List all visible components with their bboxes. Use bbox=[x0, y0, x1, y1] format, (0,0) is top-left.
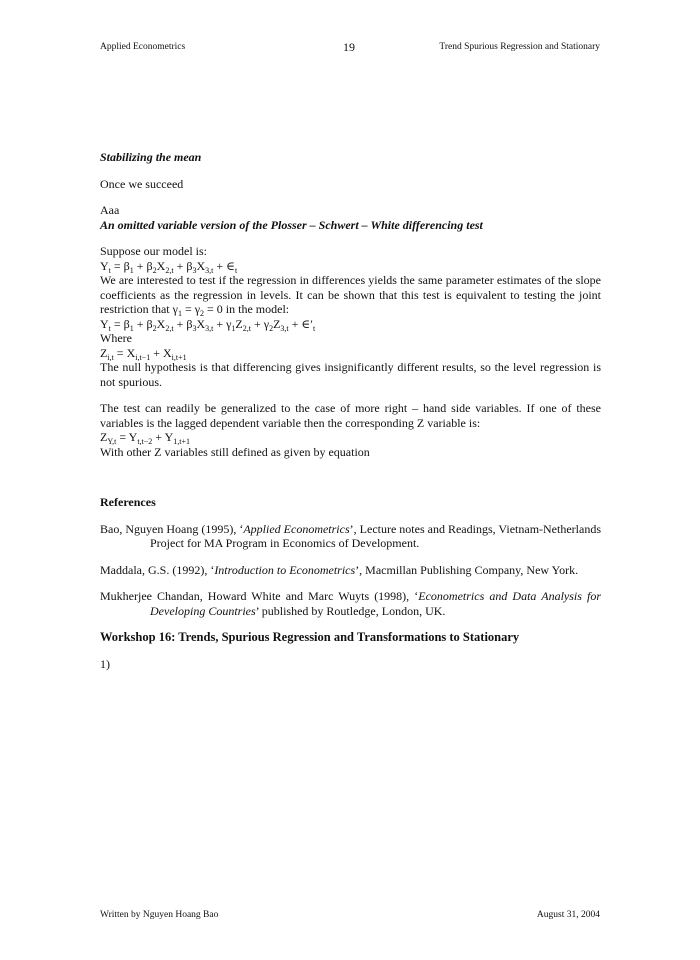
equation-extended-model: $Y_t = \beta_1 + \beta_2X_{2,t} + \beta_3X_{3,t} + \gamma_1Z_{2,t} + \gamma_2Z_{3,t}$ + $\in'_t$ bbox=[100, 316, 316, 333]
section-title-stabilizing: Stabilizing the mean bbox=[100, 150, 202, 164]
section-title-test: An omitted variable version of the Plosser – Schwert – White differencing test bbox=[100, 217, 483, 232]
reference-item: Bao, Nguyen Hoang (1995), ‘Applied Econometrics’, Lecture notes and Readings, Vietnam-Netherlands Project for MA Program in Economics of Development. bbox=[100, 521, 601, 550]
where-text: Where bbox=[100, 331, 132, 345]
equation-z-definition: $Z_{i,t} = X_{i,t-1} + X_{i,t+1}$ bbox=[100, 345, 187, 362]
paragraph-other-z: With other Z variables still defined as given by equation bbox=[100, 444, 370, 459]
page-body bbox=[100, 150, 601, 671]
paragraph-once: Once we succeed bbox=[100, 176, 184, 191]
references-title: References bbox=[100, 495, 156, 509]
header-left: Applied Econometrics bbox=[100, 42, 186, 52]
paragraph-test-description: We are interested to test if the regression in differences yields the same parameter estimates of the slope coefficients as the regression in levels. It can be shown that this test is equivalent to testing the joint restriction that $\gamma_1 = \gamma_2 = 0$ in the model: bbox=[100, 273, 601, 318]
paragraph-null-hypothesis: The null hypothesis is that differencing gives insignificantly different results, so the level regression is not spurious. bbox=[100, 360, 601, 389]
workshop-item: 1) bbox=[100, 656, 110, 671]
reference-item: Mukherjee Chandan, Howard White and Marc Wuyts (1998), ‘Econometrics and Data Analysis for Developing Countries’ published by Routledge, London, UK. bbox=[100, 589, 601, 618]
reference-item: Maddala, G.S. (1992), ‘Introduction to Econometrics’, Macmillan Publishing Company, New York. bbox=[100, 562, 579, 577]
intro-text: Suppose our model is: bbox=[100, 244, 207, 258]
paragraph-aaa: Aaa bbox=[100, 203, 120, 217]
workshop-title: Workshop 16: Trends, Spurious Regression and Transformations to Stationary bbox=[100, 630, 520, 644]
equation-z-lagged: $Z_{Y,t} = Y_{t,t-2} + Y_{1,t+1}$ bbox=[100, 430, 191, 446]
footer-author: Written by Nguyen Hoang Bao bbox=[100, 910, 219, 920]
paragraph-generalization: The test can readily be generalized to the case of more right – hand side variables. If one of these variables is the lagged dependent variable then the corresponding Z variable is: bbox=[100, 401, 601, 430]
header-right: Trend Spurious Regression and Stationary bbox=[439, 42, 600, 52]
footer-date: August 31, 2004 bbox=[536, 910, 600, 920]
equation-model: $Y_t = \beta_1 + \beta_2X_{2,t} + \beta_3X_{3,t}$ + $\in_t$ bbox=[100, 258, 238, 275]
page-number: 19 bbox=[343, 40, 355, 54]
